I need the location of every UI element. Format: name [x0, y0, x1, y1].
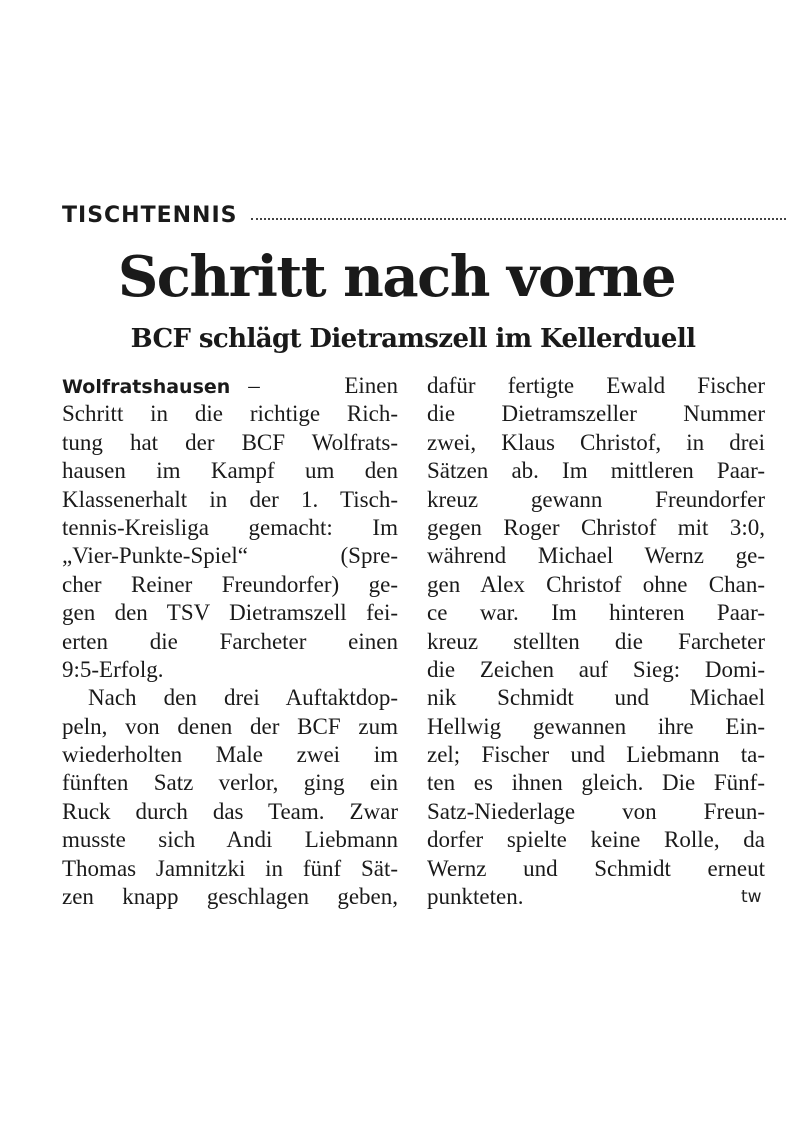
- text-line: gen den TSV Dietramszell fei-: [62, 600, 398, 626]
- dateline: Wolfratshausen: [62, 376, 231, 398]
- text-line: ce war. Im hinteren Paar-: [427, 600, 765, 626]
- text-line: fünften Satz verlor, ging ein: [62, 770, 398, 796]
- text-line: [62, 372, 398, 400]
- text-line: Hellwig gewannen ihre Ein-: [427, 713, 765, 739]
- text-line: tennis-Kreisliga gemacht: Im: [62, 514, 398, 540]
- text-line: zel; Fischer und Liebmann ta-: [427, 742, 765, 768]
- text-line: zen knapp geschlagen geben,: [62, 884, 398, 910]
- text-line: nik Schmidt und Michael: [427, 685, 765, 711]
- text-line: 9:5-Erfolg.: [62, 656, 164, 682]
- headline: Schritt nach vorne: [117, 244, 676, 310]
- text-line: Sätzen ab. Im mittleren Paar-: [427, 458, 765, 484]
- text-line: gegen Roger Christof mit 3:0,: [427, 514, 765, 540]
- text-line: Schritt in die richtige Rich-: [62, 401, 398, 427]
- text-line: erten die Farcheter einen: [62, 628, 398, 654]
- text-line: gen Alex Christof ohne Chan-: [427, 571, 765, 597]
- author-byline: tw: [741, 887, 762, 907]
- text-line: die Dietramszeller Nummer: [427, 401, 765, 427]
- text-line: zwei, Klaus Christof, in drei: [427, 429, 765, 455]
- text-line: kreuz gewann Freundorfer: [427, 486, 765, 512]
- text-line: punkteten.: [427, 884, 524, 910]
- text-line: dafür fertigte Ewald Fischer: [427, 373, 765, 398]
- text-line: Wernz und Schmidt erneut: [427, 855, 765, 881]
- subheadline: BCF schlägt Dietramszell im Kellerduell: [130, 324, 696, 354]
- text-line: musste sich Andi Liebmann: [62, 827, 398, 853]
- text-line: Klassenerhalt in der 1. Tisch-: [62, 486, 398, 512]
- section-kicker-row: [62, 200, 786, 230]
- text-line: tung hat der BCF Wolfrats-: [62, 429, 398, 455]
- text-line: Satz-Niederlage von Freun-: [427, 798, 765, 824]
- section-kicker: TISCHTENNIS: [62, 202, 238, 228]
- text-line: während Michael Wernz ge-: [427, 543, 765, 569]
- text-line: ten es ihnen gleich. Die Fünf-: [427, 770, 765, 796]
- text-line: dorfer spielte keine Rolle, da: [427, 827, 765, 853]
- text-line: hausen im Kampf um den: [62, 458, 398, 484]
- text-line: cher Reiner Freundorfer) ge-: [62, 571, 398, 597]
- dotted-rule: [251, 218, 786, 220]
- text-line: Ruck durch das Team. Zwar: [62, 798, 398, 824]
- text-line: wiederholten Male zwei im: [62, 742, 398, 768]
- text-line: kreuz stellten die Farcheter: [427, 628, 765, 654]
- text-line: „Vier-Punkte-Spiel“ (Spre-: [62, 543, 398, 569]
- text-line: Nach den drei Auftaktdop-: [88, 685, 398, 711]
- article-column-left: [62, 372, 398, 911]
- article-column-right: [427, 372, 765, 911]
- text-line: die Zeichen auf Sieg: Domi-: [427, 656, 765, 682]
- text-fragment: – Einen: [248, 373, 398, 398]
- text-line: Thomas Jamnitzki in fünf Sät-: [62, 855, 398, 881]
- text-line: peln, von denen der BCF zum: [62, 713, 398, 739]
